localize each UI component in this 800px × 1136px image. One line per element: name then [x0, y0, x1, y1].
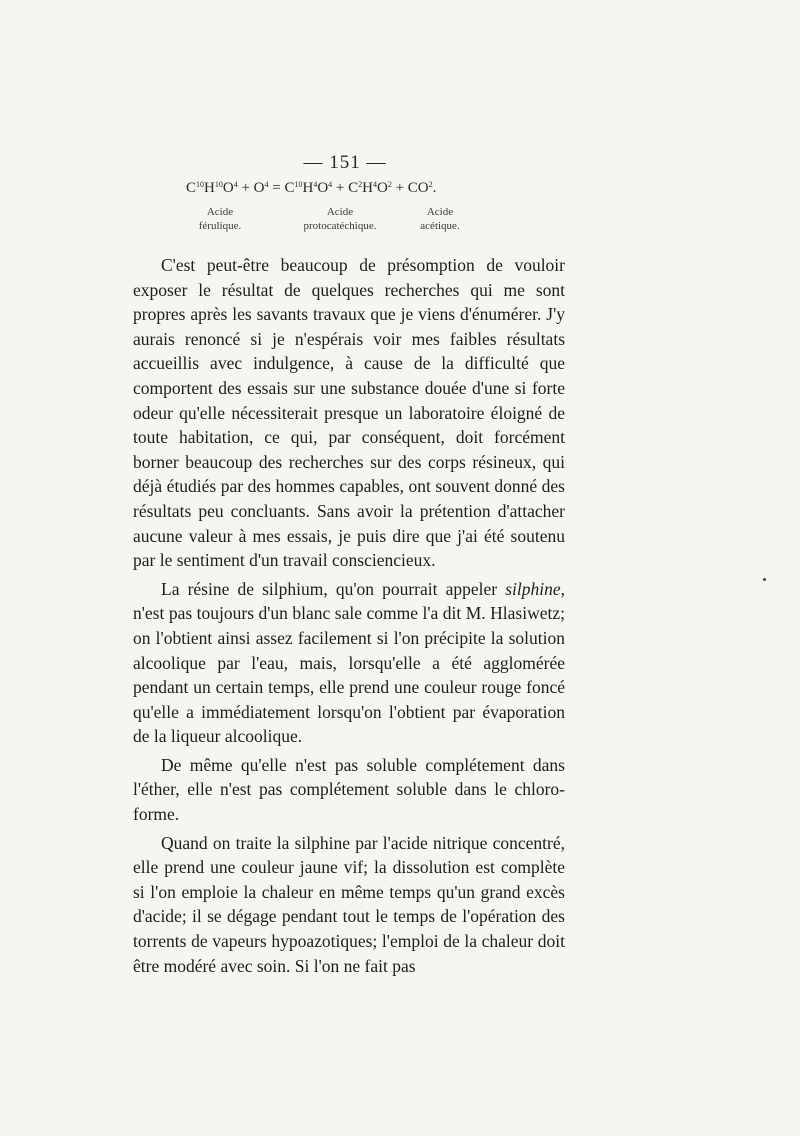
- label-word: Acide: [206, 206, 234, 218]
- ink-speck: [763, 578, 766, 581]
- paragraph: Quand on traite la silphine par l'acide nitrique concentré, elle prend une couleur jaune vif; la dissolution est complète si l'on emploie la chaleur en même temps qu'un grand excès d'acide; il se dégage pendant tout le temps de l'opération des torrents de vapeurs hypoazotiques; l'emploi de la chaleur doit être modéré avec soin. Si l'on ne fait pas: [133, 832, 565, 976]
- formula-subscript-number: 4: [372, 180, 377, 189]
- equation-line: [186, 180, 676, 197]
- chemical-equation: [186, 180, 676, 197]
- formula-symbol: H: [302, 180, 314, 196]
- formula-subscript-number: 4: [313, 180, 318, 189]
- label-ferulic-acid: [180, 205, 260, 233]
- paragraph-text: , n'est pas toujours d'un blanc sale comme l'a dit M. Hlasiwetz; on l'obtient ainsi assez facilement si l'on précipite la solution alcoolique par l'eau, mais, lorsqu'elle a été agglomérée pendant un certain temps, elle prend une couleur rouge foncé qu'elle a immédiatement lorsqu'on l'obtient par évaporation de la liqueur alcoolique.: [133, 578, 565, 747]
- label-word: Acide: [326, 206, 354, 218]
- formula-symbol: C: [186, 180, 197, 196]
- paragraph: De même qu'elle n'est pas soluble complétement dans l'éther, elle n'est pas complétement soluble dans le chloroforme.: [133, 754, 565, 825]
- formula-symbol: = C: [268, 180, 295, 196]
- formula-subscript-number: 10: [294, 180, 303, 189]
- formula-symbol: H: [204, 180, 215, 196]
- label-name: protocatéchique.: [303, 220, 377, 232]
- label-name: férulique.: [198, 220, 242, 232]
- equation-labels: [180, 205, 500, 245]
- formula-symbol: + CO: [391, 180, 429, 196]
- label-name: acétique.: [420, 220, 460, 232]
- body-text: [133, 253, 565, 982]
- paragraph: C'est peut-être beaucoup de présomption de vouloir exposer le résultat de quelques recherches qui me sont propres après les savants travaux que je viens d'énumérer. J'y aurais renoncé si je n'espérais voir mes faibles résultats accueillis avec indulgence, à cause de la difficulté que comportent des essais sur une substance douée d'une si forte odeur qu'elle nécessiterait presque un laboratoire éloigné de toute habitation, ce qui, par conséquent, doit forcément borner beaucoup des recherches sur des corps résineux, qui déjà étudiés par des hommes capables, ont souvent donné des résultats peu concluants. Sans avoir la prétention d'attacher aucune valeur à mes essais, je puis dire que j'ai été soutenu par le sentiment d'un travail consciencieux.: [133, 255, 565, 571]
- italic-term: silphine: [505, 578, 561, 599]
- formula-subscript-number: 2: [428, 180, 433, 189]
- formula-subscript-number: 4: [264, 180, 269, 189]
- formula-subscript-number: 10: [196, 180, 205, 189]
- formula-symbol: H: [362, 180, 373, 196]
- formula-symbol: + O: [237, 180, 265, 196]
- formula-symbol: O: [376, 180, 388, 196]
- formula-subscript-number: 4: [328, 180, 333, 189]
- paragraph: [133, 577, 565, 749]
- formula-subscript-number: 2: [358, 180, 363, 189]
- formula-subscript-number: 2: [387, 180, 392, 189]
- formula-symbol: .: [432, 180, 437, 196]
- label-acetic-acid: [405, 205, 475, 233]
- formula-symbol: + C: [332, 180, 359, 196]
- label-word: Acide: [426, 206, 454, 218]
- label-protocatechuic-acid: [280, 205, 400, 233]
- formula-symbol: O: [222, 180, 234, 196]
- formula-subscript-number: 10: [214, 180, 223, 189]
- formula-symbol: O: [317, 180, 329, 196]
- formula-subscript-number: 4: [233, 180, 238, 189]
- page-number: — 151 —: [303, 152, 387, 173]
- paragraph-text: La résine de silphium, qu'on pourrait appeler: [161, 578, 506, 599]
